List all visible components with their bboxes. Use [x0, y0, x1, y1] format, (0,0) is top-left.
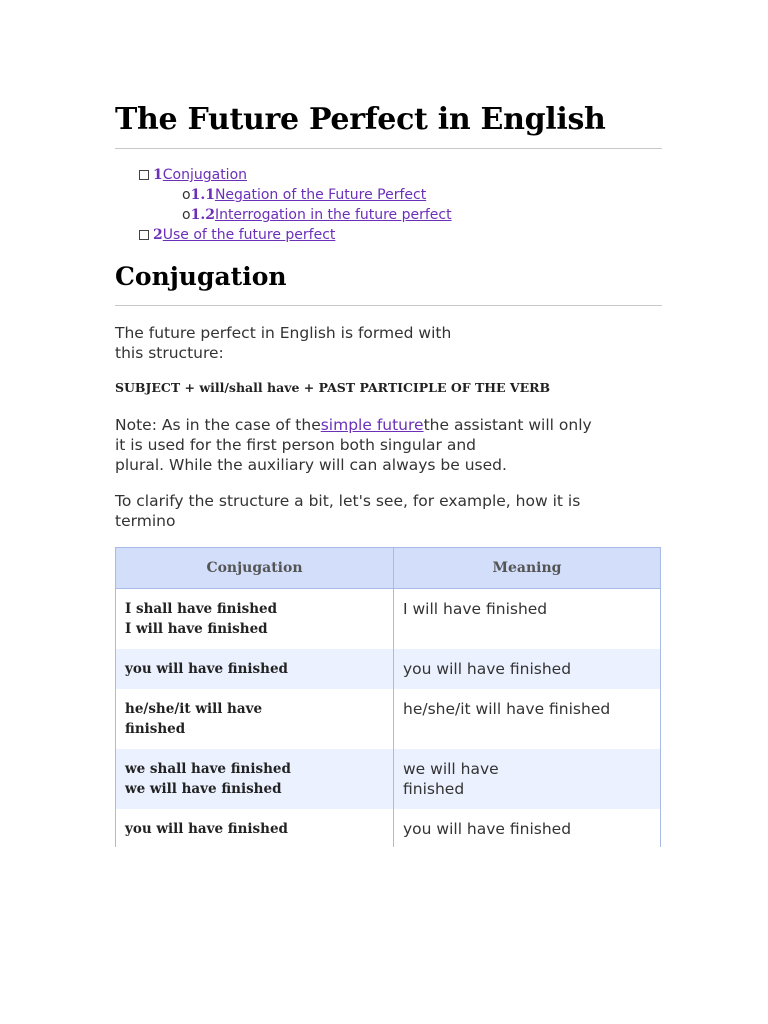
circle-bullet-icon: o — [182, 187, 191, 203]
page-title: The Future Perfect in English — [115, 100, 662, 149]
toc-link-negation[interactable]: Negation of the Future Perfect — [214, 187, 427, 203]
conjugation-cell: we shall have finished we will have finished — [116, 749, 394, 809]
conjugation-cell: I shall have finished I will have finished — [116, 589, 394, 649]
note-paragraph: Note: As in the case of thesimple futurethe assistant will only it is used for the first person both singular and plural. While the auxiliary will can always be used. — [115, 416, 592, 474]
meaning-cell: he/she/it will have finished — [394, 689, 661, 749]
table-of-contents — [115, 165, 662, 245]
toc-item-use[interactable]: 2Use of the future perfect — [115, 225, 662, 245]
table-row — [116, 689, 660, 749]
square-bullet-icon — [139, 230, 149, 240]
conjugation-cell: he/she/it will have finished — [116, 689, 394, 749]
column-header-meaning: Meaning — [394, 548, 661, 589]
toc-item-interrogation[interactable]: o1.2Interrogation in the future perfect — [182, 207, 452, 223]
meaning-cell: I will have finished — [394, 589, 661, 649]
column-header-conjugation: Conjugation — [116, 548, 394, 589]
conjugation-table-container — [115, 547, 661, 847]
conjugation-table — [116, 548, 660, 847]
section-heading: Conjugation — [115, 259, 662, 306]
meaning-cell: you will have finished — [394, 649, 661, 689]
simple-future-link[interactable]: simple future — [320, 416, 424, 434]
toc-link-conjugation[interactable]: Conjugation — [162, 167, 248, 183]
meaning-cell: you will have finished — [394, 809, 661, 848]
toc-link-use[interactable]: Use of the future perfect — [162, 227, 336, 243]
table-row — [116, 809, 660, 848]
meaning-cell: we will have finished — [394, 749, 661, 809]
table-row — [116, 749, 660, 809]
circle-bullet-icon: o — [182, 207, 191, 223]
table-row — [116, 649, 660, 689]
intro-paragraph: The future perfect in English is formed with this structure: — [115, 324, 452, 362]
toc-item-negation[interactable]: o1.1Negation of the Future Perfect — [182, 187, 427, 203]
formula-text: SUBJECT + will/shall have + PAST PARTICIPLE OF THE VERB — [115, 380, 551, 395]
toc-link-interrogation[interactable]: Interrogation in the future perfect — [214, 207, 452, 223]
toc-item-conjugation[interactable]: 1Conjugation — [115, 165, 662, 185]
table-row — [116, 589, 660, 649]
document-page — [115, 100, 662, 847]
conjugation-cell: you will have finished — [116, 649, 394, 689]
clarify-paragraph: To clarify the structure a bit, let's see, for example, how it is termino — [115, 492, 581, 530]
square-bullet-icon — [139, 170, 149, 180]
conjugation-cell: you will have finished — [116, 809, 394, 848]
